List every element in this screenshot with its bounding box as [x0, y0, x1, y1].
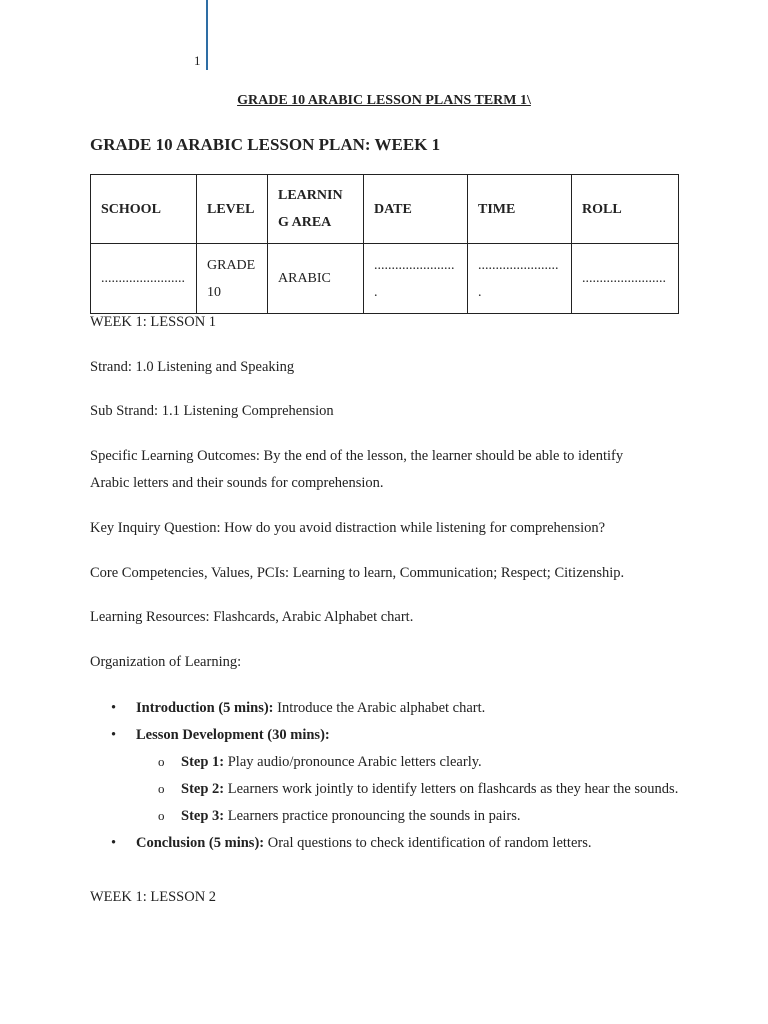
conclusion-label: Conclusion (5 mins):: [136, 835, 265, 851]
table-header-row: [91, 175, 679, 244]
organization-label: Organization of Learning:: [90, 654, 242, 670]
cell-date: ........................: [364, 244, 468, 314]
list-item-step-3: [136, 803, 681, 830]
sub-strand: Sub Strand: 1.1 Listening Comprehension: [90, 403, 334, 419]
step-1-text: Play audio/pronounce Arabic letters clearly.: [224, 754, 482, 770]
cell-time: ........................: [468, 244, 572, 314]
development-label: Lesson Development (30 mins):: [136, 727, 330, 743]
learning-outcomes: Specific Learning Outcomes: By the end of the lesson, the learner should be able to identify Arabic letters and their sounds for comprehension.: [90, 448, 624, 491]
cell-school: ........................: [91, 244, 197, 314]
introduction-text: Introduce the Arabic alphabet chart.: [273, 700, 486, 716]
header-roll: ROLL: [572, 175, 679, 244]
organization-list: [90, 695, 680, 857]
header-date: DATE: [364, 175, 468, 244]
cell-learning-area: ARABIC: [268, 244, 364, 314]
learning-resources: Learning Resources: Flashcards, Arabic Alphabet chart.: [90, 609, 414, 625]
next-lesson-heading: WEEK 1: LESSON 2: [90, 889, 217, 905]
cell-level: GRADE 10: [197, 244, 268, 314]
core-competencies: Core Competencies, Values, PCIs: Learning to learn, Communication; Respect; Citizenship.: [90, 565, 625, 581]
strand: Strand: 1.0 Listening and Speaking: [90, 359, 295, 375]
step-3-label: Step 3:: [181, 808, 225, 824]
header-rule: [206, 0, 208, 70]
step-2-label: Step 2:: [181, 781, 225, 797]
cell-roll: ........................: [572, 244, 679, 314]
document-title: GRADE 10 ARABIC LESSON PLANS TERM 1\: [237, 93, 531, 108]
inquiry-question: Key Inquiry Question: How do you avoid distraction while listening for comprehension?: [90, 520, 606, 536]
list-item-introduction: [90, 695, 680, 722]
steps-list: [136, 749, 680, 830]
lesson-info-table: [90, 174, 679, 314]
conclusion-text: Oral questions to check identification of random letters.: [264, 835, 592, 851]
table-row: [91, 244, 679, 314]
header-time: TIME: [468, 175, 572, 244]
header-learning-area: LEARNING AREA: [268, 175, 364, 244]
page-number: 1: [194, 53, 201, 68]
list-item-step-1: [136, 749, 681, 776]
section-heading: GRADE 10 ARABIC LESSON PLAN: WEEK 1: [90, 135, 441, 154]
step-3-text: Learners practice pronouncing the sounds in pairs.: [224, 808, 521, 824]
header-level: LEVEL: [197, 175, 268, 244]
introduction-label: Introduction (5 mins):: [136, 700, 274, 716]
list-item-development: [90, 722, 680, 830]
step-2-text: Learners work jointly to identify letters on flashcards as they hear the sounds.: [224, 781, 679, 797]
header-school: SCHOOL: [91, 175, 197, 244]
lesson-heading: WEEK 1: LESSON 1: [90, 314, 217, 330]
list-item-conclusion: [90, 830, 680, 857]
list-item-step-2: [136, 776, 681, 803]
step-1-label: Step 1:: [181, 754, 225, 770]
